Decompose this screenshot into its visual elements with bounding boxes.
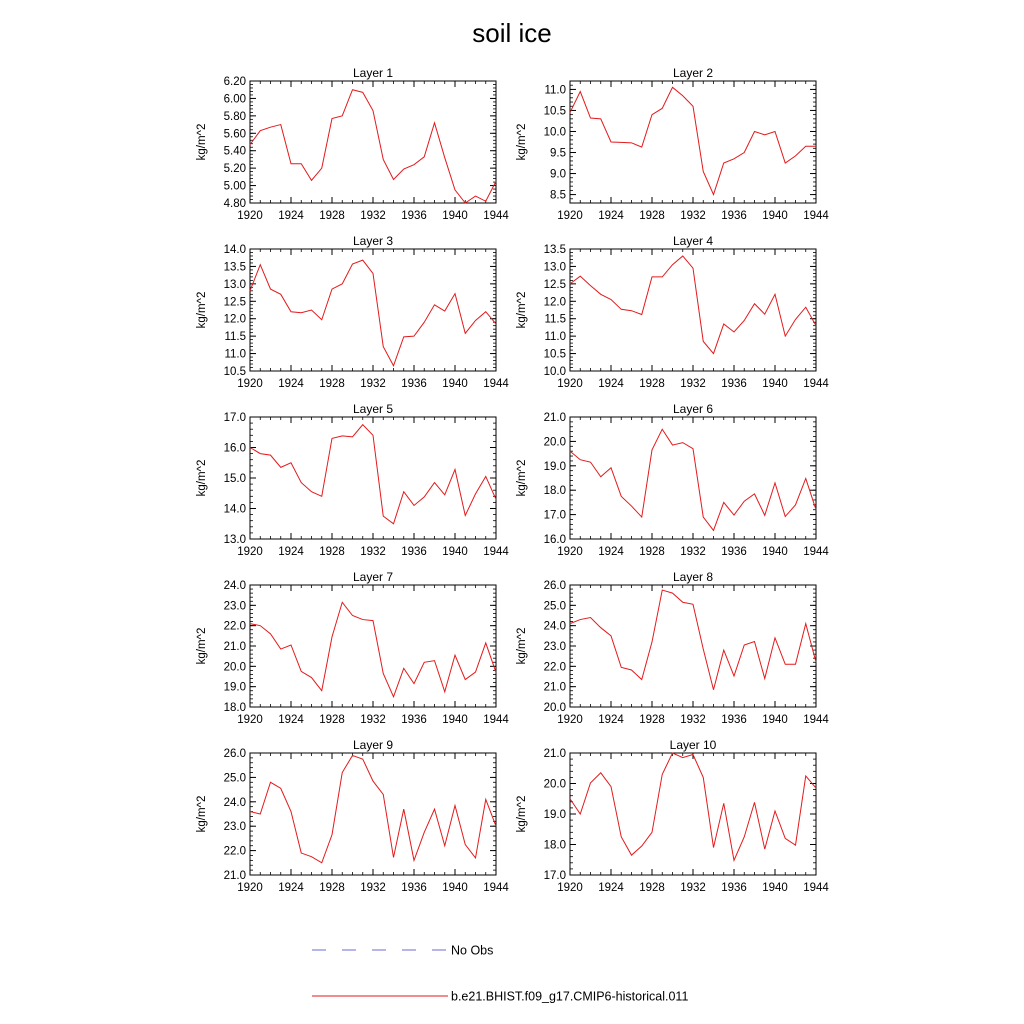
y-tick-label: 5.80	[223, 110, 246, 123]
x-tick-label: 1920	[557, 714, 583, 726]
x-tick-label: 1932	[360, 378, 386, 390]
plot-frame	[250, 585, 496, 707]
panel-layer-6	[516, 402, 829, 558]
y-tick-label: 21.0	[223, 870, 246, 882]
y-axis-label: kg/m^2	[196, 795, 208, 833]
y-tick-label: 20.0	[543, 436, 566, 449]
y-tick-label: 12.0	[223, 313, 246, 326]
x-tick-label: 1928	[639, 546, 665, 558]
x-tick-label: 1920	[557, 210, 583, 222]
x-tick-label: 1932	[680, 546, 706, 558]
panel-title: Layer 6	[672, 402, 714, 416]
y-tick-label: 4.80	[223, 198, 246, 210]
y-tick-label: 21.0	[543, 412, 566, 424]
x-tick-label: 1932	[680, 210, 706, 222]
x-tick-label: 1944	[803, 714, 829, 726]
x-tick-label: 1936	[721, 714, 747, 726]
plot-frame	[570, 585, 816, 707]
x-tick-label: 1920	[237, 378, 263, 390]
x-tick-label: 1940	[442, 714, 468, 726]
x-tick-label: 1944	[483, 714, 509, 726]
y-tick-label: 10.0	[543, 126, 566, 139]
x-tick-label: 1924	[598, 210, 624, 222]
panels-container	[196, 66, 829, 894]
legend	[312, 944, 688, 1004]
panel-title: Layer 7	[352, 570, 394, 584]
series-line	[250, 602, 496, 697]
y-axis-label: kg/m^2	[516, 459, 528, 497]
x-tick-label: 1924	[278, 882, 304, 894]
plot-frame	[250, 753, 496, 875]
legend-label-no-obs: No Obs	[451, 943, 494, 958]
y-tick-label: 5.60	[223, 128, 246, 141]
x-tick-label: 1920	[237, 546, 263, 558]
y-tick-label: 23.0	[223, 600, 246, 613]
x-tick-label: 1920	[557, 546, 583, 558]
y-tick-label: 24.0	[543, 620, 566, 633]
y-tick-label: 10.5	[543, 348, 566, 361]
y-tick-label: 13.0	[223, 278, 246, 291]
x-tick-label: 1936	[721, 546, 747, 558]
x-tick-label: 1924	[598, 882, 624, 894]
x-tick-label: 1940	[762, 210, 788, 222]
y-tick-label: 20.0	[223, 661, 246, 674]
y-tick-label: 11.5	[224, 331, 246, 344]
y-axis-label: kg/m^2	[196, 459, 208, 497]
x-tick-label: 1924	[278, 546, 304, 558]
x-tick-label: 1936	[401, 714, 427, 726]
x-tick-label: 1920	[237, 882, 263, 894]
y-tick-label: 14.0	[223, 244, 246, 256]
y-tick-label: 12.5	[543, 278, 566, 291]
x-tick-label: 1936	[721, 882, 747, 894]
x-tick-label: 1924	[278, 210, 304, 222]
x-tick-label: 1920	[557, 378, 583, 390]
y-tick-label: 5.00	[223, 180, 246, 193]
y-tick-label: 13.0	[223, 534, 246, 546]
series-line	[570, 429, 816, 530]
x-tick-label: 1924	[598, 714, 624, 726]
panel-title: Layer 9	[352, 738, 394, 752]
x-tick-label: 1944	[483, 378, 509, 390]
x-tick-label: 1928	[319, 210, 345, 222]
x-tick-label: 1944	[803, 210, 829, 222]
x-tick-label: 1924	[278, 378, 304, 390]
plot-frame	[570, 753, 816, 875]
series-line	[570, 87, 816, 194]
x-tick-label: 1944	[803, 378, 829, 390]
y-tick-label: 19.0	[223, 681, 246, 694]
y-tick-label: 23.0	[223, 821, 246, 834]
y-tick-label: 22.0	[223, 845, 246, 858]
x-tick-label: 1928	[319, 546, 345, 558]
x-tick-label: 1940	[442, 378, 468, 390]
y-tick-label: 21.0	[543, 681, 566, 694]
x-tick-label: 1940	[442, 210, 468, 222]
y-axis-label: kg/m^2	[516, 795, 528, 833]
y-tick-label: 18.0	[543, 485, 566, 498]
panel-layer-10	[516, 738, 829, 894]
x-tick-label: 1940	[442, 882, 468, 894]
panel-layer-7	[196, 570, 509, 726]
y-tick-label: 19.0	[543, 809, 566, 821]
y-tick-label: 21.0	[223, 641, 246, 653]
y-tick-label: 22.0	[543, 661, 566, 674]
y-axis-label: kg/m^2	[196, 123, 208, 161]
x-tick-label: 1932	[680, 378, 706, 390]
x-tick-label: 1936	[721, 210, 747, 222]
x-tick-label: 1940	[442, 546, 468, 558]
y-axis-label: kg/m^2	[516, 123, 528, 161]
y-tick-label: 9.5	[550, 147, 566, 160]
panel-title: Layer 3	[352, 234, 394, 248]
y-tick-label: 22.0	[223, 620, 246, 633]
x-tick-label: 1944	[483, 210, 509, 222]
panel-title: Layer 2	[672, 66, 714, 80]
series-line	[250, 260, 496, 366]
x-tick-label: 1924	[598, 378, 624, 390]
x-tick-label: 1932	[360, 882, 386, 894]
panel-layer-5	[196, 402, 509, 558]
x-tick-label: 1936	[401, 882, 427, 894]
y-axis-label: kg/m^2	[516, 291, 528, 329]
y-tick-label: 18.0	[543, 839, 566, 852]
series-line	[250, 425, 496, 524]
y-tick-label: 23.0	[543, 641, 566, 653]
y-axis-label: kg/m^2	[196, 291, 208, 329]
y-tick-label: 11.5	[544, 313, 566, 326]
series-line	[570, 753, 816, 860]
x-tick-label: 1940	[762, 882, 788, 894]
x-tick-label: 1928	[319, 714, 345, 726]
panel-layer-9	[196, 738, 509, 894]
y-tick-label: 17.0	[543, 870, 566, 882]
y-axis-label: kg/m^2	[196, 627, 208, 665]
plot-frame	[250, 81, 496, 203]
legend-label-model: b.e21.BHIST.f09_g17.CMIP6-historical.011	[451, 989, 689, 1004]
y-tick-label: 25.0	[223, 772, 246, 785]
plot-frame	[570, 417, 816, 539]
x-tick-label: 1928	[639, 714, 665, 726]
panel-layer-2	[516, 66, 829, 222]
x-tick-label: 1932	[680, 714, 706, 726]
y-tick-label: 18.0	[223, 702, 246, 714]
y-tick-label: 6.00	[223, 93, 246, 106]
y-tick-label: 13.0	[543, 261, 566, 274]
y-tick-label: 26.0	[223, 748, 246, 760]
y-tick-label: 26.0	[543, 580, 566, 592]
y-tick-label: 5.20	[223, 163, 246, 176]
x-tick-label: 1928	[319, 378, 345, 390]
x-tick-label: 1920	[237, 210, 263, 222]
y-tick-label: 9.0	[550, 168, 566, 181]
y-tick-label: 8.5	[550, 189, 566, 202]
panel-title: Layer 5	[352, 402, 394, 416]
y-tick-label: 6.20	[223, 76, 246, 88]
panel-title: Layer 10	[669, 738, 717, 752]
x-tick-label: 1932	[680, 882, 706, 894]
x-tick-label: 1924	[598, 546, 624, 558]
panel-title: Layer 1	[352, 66, 394, 80]
y-tick-label: 24.0	[223, 580, 246, 592]
x-tick-label: 1932	[360, 714, 386, 726]
x-tick-label: 1940	[762, 714, 788, 726]
panel-layer-4	[516, 234, 829, 390]
x-tick-label: 1936	[721, 378, 747, 390]
y-tick-label: 12.5	[223, 296, 246, 309]
y-tick-label: 11.0	[224, 348, 246, 361]
figure-title: soil ice	[472, 18, 552, 48]
y-tick-label: 16.0	[223, 442, 246, 455]
y-tick-label: 24.0	[223, 796, 246, 809]
y-tick-label: 13.5	[543, 244, 566, 256]
y-tick-label: 12.0	[543, 296, 566, 309]
panel-layer-3	[196, 234, 509, 390]
y-tick-label: 20.0	[543, 702, 566, 714]
x-tick-label: 1944	[803, 882, 829, 894]
x-tick-label: 1936	[401, 546, 427, 558]
x-tick-label: 1940	[762, 378, 788, 390]
series-line	[250, 90, 496, 203]
x-tick-label: 1936	[401, 378, 427, 390]
x-tick-label: 1932	[360, 210, 386, 222]
series-line	[570, 590, 816, 690]
y-tick-label: 10.5	[223, 366, 246, 378]
panel-title: Layer 4	[672, 234, 714, 248]
series-line	[570, 256, 816, 354]
y-tick-label: 14.0	[223, 503, 246, 516]
y-tick-label: 11.0	[544, 84, 566, 97]
y-tick-label: 17.0	[543, 509, 566, 522]
panel-layer-1	[196, 66, 509, 222]
x-tick-label: 1944	[483, 882, 509, 894]
panel-title: Layer 8	[672, 570, 714, 584]
y-tick-label: 16.0	[543, 534, 566, 546]
y-tick-label: 5.40	[223, 145, 246, 158]
x-tick-label: 1928	[639, 210, 665, 222]
y-tick-label: 15.0	[223, 473, 246, 485]
x-tick-label: 1928	[319, 882, 345, 894]
y-tick-label: 25.0	[543, 600, 566, 613]
y-tick-label: 10.0	[543, 366, 566, 378]
x-tick-label: 1928	[639, 882, 665, 894]
y-tick-label: 11.0	[544, 331, 566, 344]
y-tick-label: 21.0	[543, 748, 566, 760]
x-tick-label: 1944	[483, 546, 509, 558]
y-tick-label: 20.0	[543, 778, 566, 791]
x-tick-label: 1920	[557, 882, 583, 894]
x-tick-label: 1920	[237, 714, 263, 726]
x-tick-label: 1924	[278, 714, 304, 726]
x-tick-label: 1940	[762, 546, 788, 558]
x-tick-label: 1936	[401, 210, 427, 222]
series-line	[250, 755, 496, 862]
x-tick-label: 1932	[360, 546, 386, 558]
panel-layer-8	[516, 570, 829, 726]
y-tick-label: 10.5	[543, 105, 566, 118]
x-tick-label: 1928	[639, 378, 665, 390]
y-tick-label: 19.0	[543, 460, 566, 473]
plot-frame	[570, 81, 816, 203]
y-tick-label: 13.5	[223, 261, 246, 274]
y-axis-label: kg/m^2	[516, 627, 528, 665]
y-tick-label: 17.0	[223, 412, 246, 424]
x-tick-label: 1944	[803, 546, 829, 558]
